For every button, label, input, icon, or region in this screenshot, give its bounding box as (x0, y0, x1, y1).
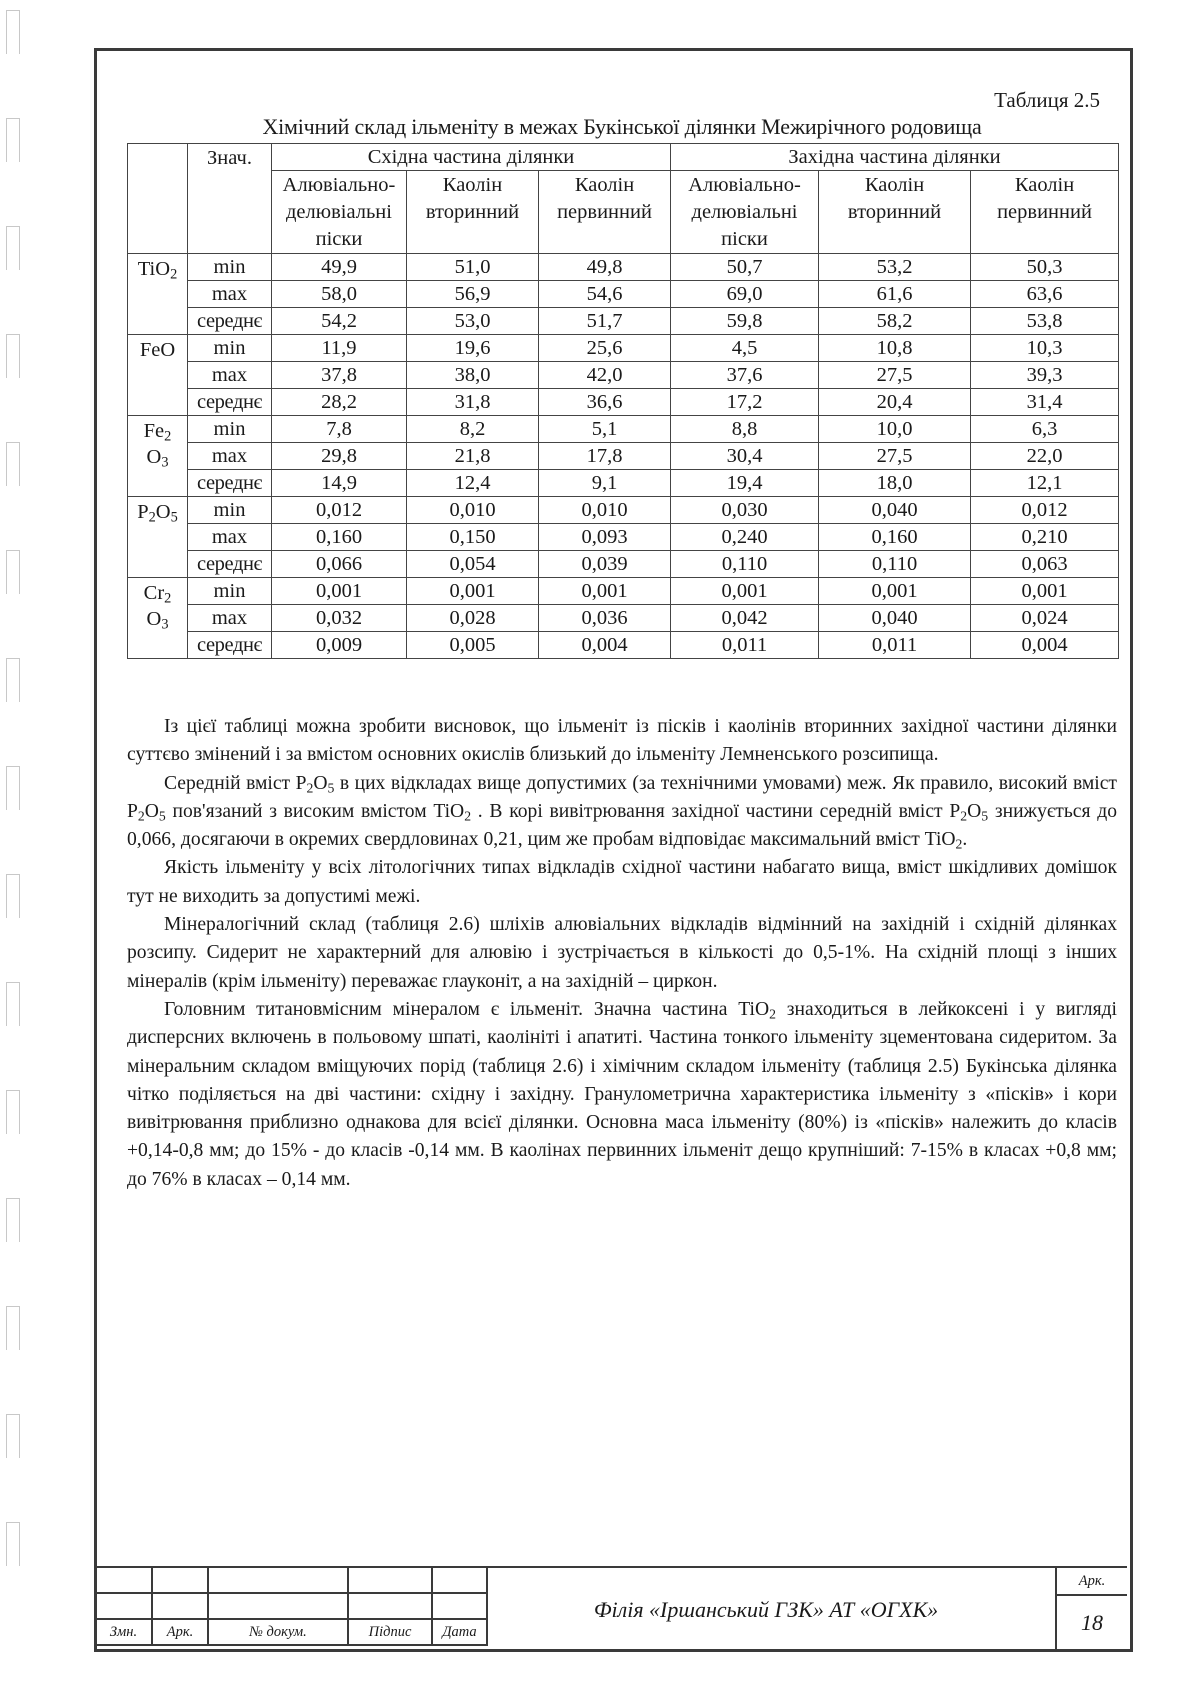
value-cell: 0,012 (272, 497, 407, 524)
value-cell: 0,028 (407, 605, 539, 632)
column-header-line: Алювіально- (282, 174, 396, 196)
stat-label: min (188, 335, 272, 362)
value-cell: 0,066 (272, 551, 407, 578)
value-cell: 8,8 (671, 416, 819, 443)
value-cell: 20,4 (819, 389, 971, 416)
value-cell: 21,8 (407, 443, 539, 470)
value-cell: 69,0 (671, 281, 819, 308)
value-cell: 0,030 (671, 497, 819, 524)
paragraph: Мінералогічний склад (таблиця 2.6) шліхів алювіальних відкладів відмінний на західній і східній ділянках розсипу. Сидерит не характерний для алювію і зустрічається в кількості до 0,5-1%. На східній площі з інших мінералів (крім ільменіту) переважає глауконіт, а на західній – циркон. (127, 914, 1117, 992)
revision-grid (94, 1566, 488, 1646)
value-cell: 37,8 (272, 362, 407, 389)
column-header (539, 171, 671, 254)
value-cell: 0,001 (971, 578, 1119, 605)
value-cell: 58,0 (272, 281, 407, 308)
value-cell: 0,063 (971, 551, 1119, 578)
value-cell: 53,2 (819, 254, 971, 281)
stat-label: середнє (188, 470, 272, 497)
column-header (272, 171, 407, 254)
value-cell: 0,001 (407, 578, 539, 605)
value-cell: 18,0 (819, 470, 971, 497)
label-sheet: Арк. (152, 1619, 208, 1645)
value-cell: 17,2 (671, 389, 819, 416)
value-cell: 0,001 (272, 578, 407, 605)
value-cell: 7,8 (272, 416, 407, 443)
value-cell: 8,2 (407, 416, 539, 443)
value-cell: 0,042 (671, 605, 819, 632)
paragraph: Із цієї таблиці можна зробити висновок, що ільменіт із пісків і каолінів вторинних західної частини ділянки суттєво змінений і за вмістом основних окислів близький до ільменіту Лемненського розсипища. (127, 716, 1117, 766)
value-cell: 42,0 (539, 362, 671, 389)
value-cell: 36,6 (539, 389, 671, 416)
value-cell: 0,010 (539, 497, 671, 524)
binding-mark (6, 658, 20, 702)
value-cell: 0,160 (272, 524, 407, 551)
value-cell: 14,9 (272, 470, 407, 497)
value-cell: 12,1 (971, 470, 1119, 497)
table-row (128, 443, 1119, 470)
value-cell: 53,8 (971, 308, 1119, 335)
value-cell: 0,110 (671, 551, 819, 578)
header-oxide (128, 144, 188, 254)
stat-label: середнє (188, 551, 272, 578)
binding-mark (6, 874, 20, 918)
value-cell: 0,240 (671, 524, 819, 551)
revision-row (95, 1567, 487, 1593)
value-cell: 0,160 (819, 524, 971, 551)
value-cell: 28,2 (272, 389, 407, 416)
value-cell: 0,032 (272, 605, 407, 632)
binding-mark (6, 334, 20, 378)
stat-label: середнє (188, 632, 272, 659)
value-cell: 0,001 (671, 578, 819, 605)
column-header-line: піски (315, 228, 363, 250)
value-cell: 17,8 (539, 443, 671, 470)
paragraph: Середній вміст $P_2O_5$ в цих відкладах вище допустимих (за технічними умовами) меж. Як правило, високий вміст $P_2O_5$ пов'язаний з високим вмістом TiO$_2$ . В корі вивітрювання західної частини середній вміст $P_2O_5$ знижується до 0,066, досягаючи в окремих свердловинах 0,21, цим же пробам відповідає максимальний вміст TiO$_2$. (127, 772, 1117, 852)
value-cell: 30,4 (671, 443, 819, 470)
table-row (128, 524, 1119, 551)
table-row (128, 254, 1119, 281)
value-cell: 61,6 (819, 281, 971, 308)
value-cell: 10,3 (971, 335, 1119, 362)
table-row (128, 578, 1119, 605)
value-cell: 54,6 (539, 281, 671, 308)
stat-label: min (188, 497, 272, 524)
value-cell: 0,001 (539, 578, 671, 605)
value-cell: 0,054 (407, 551, 539, 578)
value-cell: 6,3 (971, 416, 1119, 443)
value-cell: 0,093 (539, 524, 671, 551)
value-cell: 0,039 (539, 551, 671, 578)
oxide-label: FeO (128, 335, 188, 416)
header-row-groups (128, 144, 1119, 171)
column-header-line: делювіальні (691, 201, 798, 223)
value-cell: 0,210 (971, 524, 1119, 551)
column-header (971, 171, 1119, 254)
binding-mark (6, 982, 20, 1026)
table-row (128, 470, 1119, 497)
header-group-west: Західна частина ділянки (671, 144, 1119, 171)
paragraph: Якість ільменіту у всіх літологічних типах відкладів східної частини набагато вища, вміст шкідливих домішок тут не виходить за допустимі межі. (127, 857, 1117, 907)
binding-mark (6, 1198, 20, 1242)
value-cell: 59,8 (671, 308, 819, 335)
value-cell: 51,0 (407, 254, 539, 281)
value-cell: 39,3 (971, 362, 1119, 389)
binding-mark (6, 1414, 20, 1458)
table-number: Таблиця 2.5 (994, 88, 1100, 112)
column-header-line: вторинний (847, 201, 942, 223)
value-cell: 10,8 (819, 335, 971, 362)
table-row (128, 605, 1119, 632)
sheet-number: 18 (1081, 1610, 1103, 1635)
sheet-label: Арк. (1057, 1568, 1127, 1596)
oxide-label: $P_2O_5$ (128, 497, 188, 578)
sheet-box (1055, 1566, 1127, 1652)
column-header-line: Каолін (442, 174, 503, 196)
value-cell: 0,040 (819, 497, 971, 524)
value-cell: 58,2 (819, 308, 971, 335)
stat-label: max (188, 362, 272, 389)
value-cell: 0,040 (819, 605, 971, 632)
header-row-columns (128, 171, 1119, 254)
value-cell: 19,4 (671, 470, 819, 497)
oxide-label: TiO$_2$ (128, 254, 188, 335)
value-cell: 0,012 (971, 497, 1119, 524)
table-row (128, 389, 1119, 416)
value-cell: 54,2 (272, 308, 407, 335)
value-cell: 0,004 (971, 632, 1119, 659)
column-header-line: Каолін (574, 174, 635, 196)
table-row (128, 416, 1119, 443)
value-cell: 38,0 (407, 362, 539, 389)
value-cell: 0,024 (971, 605, 1119, 632)
binding-mark (6, 1522, 20, 1566)
column-header-line: піски (721, 228, 768, 250)
table-row (128, 281, 1119, 308)
organization-name: Філія «Іршанський ГЗК» АТ «ОГХК» (477, 1566, 1055, 1652)
table-row (128, 335, 1119, 362)
value-cell: 0,036 (539, 605, 671, 632)
stat-label: min (188, 254, 272, 281)
binding-mark (6, 118, 20, 162)
table-row (128, 551, 1119, 578)
value-cell: 0,004 (539, 632, 671, 659)
stat-label: середнє (188, 308, 272, 335)
binding-mark (6, 1090, 20, 1134)
binding-mark (6, 226, 20, 270)
value-cell: 0,009 (272, 632, 407, 659)
value-cell: 5,1 (539, 416, 671, 443)
header-value-label: Знач. (188, 144, 272, 254)
label-date: Дата (432, 1619, 487, 1645)
stat-label: max (188, 443, 272, 470)
stat-label: min (188, 578, 272, 605)
chemical-composition-table (127, 143, 1119, 659)
table-caption: Хімічний склад ільменіту в межах Букінської ділянки Межирічного родовища (262, 114, 982, 139)
value-cell: 31,4 (971, 389, 1119, 416)
value-cell: 22,0 (971, 443, 1119, 470)
value-cell: 10,0 (819, 416, 971, 443)
binding-mark (6, 766, 20, 810)
value-cell: 0,150 (407, 524, 539, 551)
value-cell: 50,7 (671, 254, 819, 281)
value-cell: 0,005 (407, 632, 539, 659)
header-group-east: Східна частина ділянки (272, 144, 671, 171)
table-row (128, 362, 1119, 389)
value-cell: 31,8 (407, 389, 539, 416)
value-cell: 0,010 (407, 497, 539, 524)
value-cell: 49,9 (272, 254, 407, 281)
value-cell: 0,001 (819, 578, 971, 605)
value-cell: 27,5 (819, 362, 971, 389)
value-cell: 4,5 (671, 335, 819, 362)
value-cell: 19,6 (407, 335, 539, 362)
table-row (128, 632, 1119, 659)
value-cell: 29,8 (272, 443, 407, 470)
stat-label: max (188, 605, 272, 632)
column-header-line: делювіальні (286, 201, 392, 223)
value-cell: 0,011 (819, 632, 971, 659)
binding-mark (6, 1306, 20, 1350)
value-cell: 9,1 (539, 470, 671, 497)
oxide-label: $Cr_2$ $O_3$ (128, 578, 188, 659)
stat-label: max (188, 524, 272, 551)
table-row (128, 497, 1119, 524)
paragraph: Головним титановмісним мінералом є ільменіт. Значна частина TiO$_2$ знаходиться в лейкоксені і у вигляді дисперсних включень в польовому шпаті, каолініті і апатиті. Частина тонкого ільменіту зцементована сидеритом. За мінеральним складом вміщуючих порід (таблиця 2.6) і хімічним складом ільменіту (таблиця 2.5) Букінська ділянка чітко поділяється на дві частини: східну і західну. Гранулометрична характеристика ільменіту з «пісків» і кори вивітрювання приблизно однакова для всієї ділянки. Основна маса ільменіту (80%) із «пісків» належить до класів +0,14-0,8 мм; до 15% - до класів -0,14 мм. В каолінах первинних ільменіт дещо крупніший: 7-15% в класах +0,8 мм; до 76% в класах – 0,14 мм. (127, 998, 1118, 1190)
value-cell: 56,9 (407, 281, 539, 308)
column-header-line: Алювіально- (688, 174, 801, 196)
label-change: Змн. (95, 1619, 152, 1645)
value-cell: 0,110 (819, 551, 971, 578)
value-cell: 25,6 (539, 335, 671, 362)
oxide-label: $Fe_2$ $O_3$ (128, 416, 188, 497)
stat-label: середнє (188, 389, 272, 416)
column-header-line: первинний (557, 201, 652, 223)
revision-row (95, 1593, 487, 1619)
column-header-line: Каолін (864, 174, 925, 196)
label-doc-number: № докум. (208, 1619, 348, 1645)
stat-label: min (188, 416, 272, 443)
value-cell: 11,9 (272, 335, 407, 362)
binding-mark (6, 550, 20, 594)
revision-labels-row (95, 1619, 487, 1645)
binding-mark (6, 442, 20, 486)
column-header (819, 171, 971, 254)
value-cell: 0,011 (671, 632, 819, 659)
value-cell: 63,6 (971, 281, 1119, 308)
value-cell: 12,4 (407, 470, 539, 497)
column-header-line: Каолін (1014, 174, 1075, 196)
table-row (128, 308, 1119, 335)
column-header-line: вторинний (425, 201, 520, 223)
column-header (671, 171, 819, 254)
value-cell: 27,5 (819, 443, 971, 470)
body-text (127, 713, 1117, 1194)
binding-mark (6, 10, 20, 54)
column-header (407, 171, 539, 254)
value-cell: 53,0 (407, 308, 539, 335)
value-cell: 37,6 (671, 362, 819, 389)
label-signature: Підпис (348, 1619, 432, 1645)
stat-label: max (188, 281, 272, 308)
value-cell: 49,8 (539, 254, 671, 281)
column-header-line: первинний (997, 201, 1092, 223)
title-block (94, 1566, 1133, 1652)
value-cell: 50,3 (971, 254, 1119, 281)
value-cell: 51,7 (539, 308, 671, 335)
